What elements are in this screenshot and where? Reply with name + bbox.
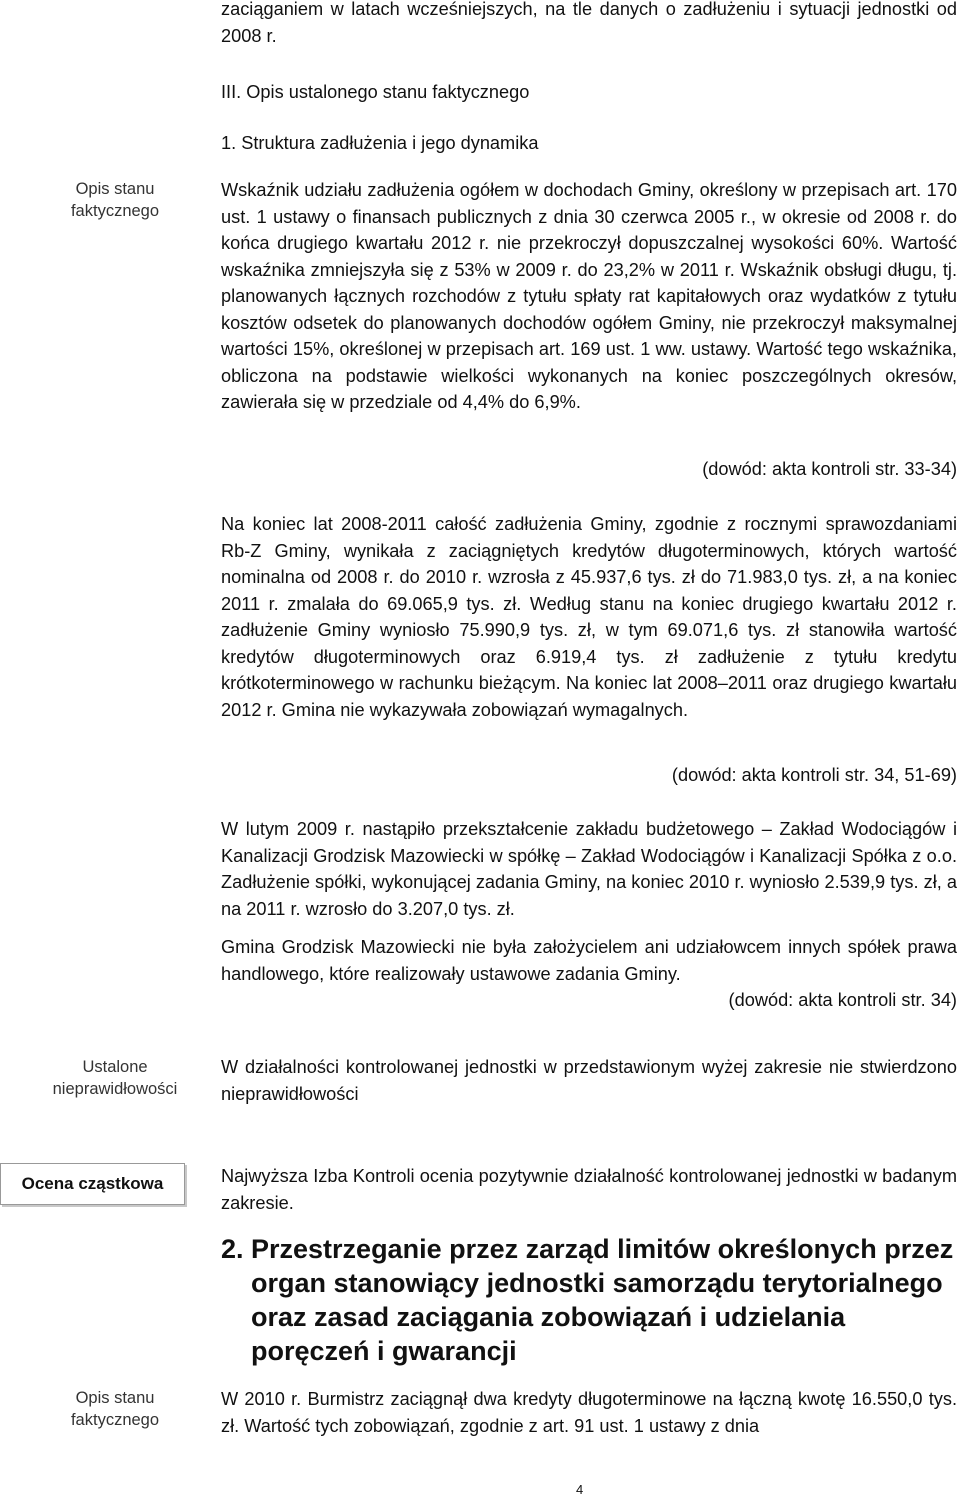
subsection-2-text: Przestrzeganie przez zarząd limitów określonych przez organ stanowiący jednostki samorządu terytorialnego oraz zasad zaciągania zobowiązań i udzielania poręczeń i gwarancji xyxy=(251,1234,954,1366)
subsection-2-title xyxy=(221,1232,957,1366)
margin-opis-stanu-2: Opis stanu faktycznego xyxy=(70,1389,160,1429)
paragraph-no-other-companies: Gmina Grodzisk Mazowiecki nie była założycielem ani udziałowcem innych spółek prawa handlowego, które realizowały ustawowe zadania Gminy. xyxy=(221,937,957,984)
evidence-ref-1: (dowód: akta kontroli str. 33-34) xyxy=(702,459,957,479)
ocena-czastkowa-box: Ocena cząstkowa xyxy=(0,1163,185,1205)
page-number: 4 xyxy=(576,1482,584,1497)
intro-paragraph: zaciąganiem w latach wcześniejszych, na tle danych o zadłużeniu i sytuacji jednostki od 2008 r. xyxy=(221,0,957,46)
subsection-1-title: 1. Struktura zadłużenia i jego dynamika xyxy=(221,133,539,153)
subsection-2-number: 2. xyxy=(221,1234,244,1264)
paragraph-assessment: Najwyższa Izba Kontroli ocenia pozytywnie działalność kontrolowanej jednostki w badanym zakresie. xyxy=(221,1166,957,1213)
paragraph-debt-structure: Na koniec lat 2008-2011 całość zadłużenia Gminy, zgodnie z rocznymi sprawozdaniami Rb-Z Gminy, wynikała z zaciągniętych kredytów długoterminowych, których wartość nominalna od 2008 r. do 2010 r. wzrosła z 45.937,6 tys. zł do 71.983,0 tys. zł, a na koniec 2011 r. zmalała do 69.065,9 tys. zł. Według stanu na koniec drugiego kwartału 2012 r. zadłużenie Gminy wyniosło 75.990,9 tys. zł, w tym 69.071,6 tys. zł stanowiła wartość kredytów długoterminowych oraz 6.919,4 tys. zł zadłużenie z tytułu kredytu krótkoterminowego w rachunku bieżącym. Na koniec lat 2008–2011 oraz drugiego kwartału 2012 r. Gmina nie wykazywała zobowiązań wymagalnych. xyxy=(221,514,957,720)
paragraph-no-irregularities: W działalności kontrolowanej jednostki w przedstawionym wyżej zakresie nie stwierdzono nieprawidłowości xyxy=(221,1057,957,1104)
evidence-ref-3: (dowód: akta kontroli str. 34) xyxy=(728,990,957,1010)
evidence-ref-2: (dowód: akta kontroli str. 34, 51-69) xyxy=(671,765,957,785)
section-title: III. Opis ustalonego stanu faktycznego xyxy=(221,82,530,102)
margin-ustalone-nieprawidlowosci: Ustalone nieprawidłowości xyxy=(52,1058,178,1098)
paragraph-company-transformation: W lutym 2009 r. nastąpiło przekształcenie zakładu budżetowego – Zakład Wodociągów i Kanalizacji Grodzisk Mazowiecki w spółkę – Zakład Wodociągów i Kanalizacji Spółka z o.o. Zadłużenie spółki, wykonującej zadania Gminy, na koniec 2010 r. wyniosło 2.539,9 tys. zł, a na 2011 r. wzrosło do 3.207,0 tys. zł. xyxy=(221,819,957,919)
margin-opis-stanu-1: Opis stanu faktycznego xyxy=(70,180,160,220)
paragraph-loans-2010: W 2010 r. Burmistrz zaciągnął dwa kredyty długoterminowe na łączną kwotę 16.550,0 tys. zł. Wartość tych zobowiązań, zgodnie z art. 91 ust. 1 ustawy z dnia xyxy=(221,1389,957,1436)
paragraph-debt-ratio: Wskaźnik udziału zadłużenia ogółem w dochodach Gminy, określony w przepisach art. 170 ust. 1 ustawy o finansach publicznych z dnia 30 czerwca 2005 r., w okresie od 2008 r. do końca drugiego kwartału 2012 r. nie przekroczył dopuszczalnej wysokości 60%. Wartość wskaźnika zmniejszyła się z 53% w 2009 r. do 23,2% w 2011 r. Wskaźnik obsługi długu, tj. planowanych łącznych rozchodów z tytułu spłaty rat kapitałowych oraz wydatków z tytułu kosztów odsetek do planowanych dochodów ogółem Gminy, nie przekroczył maksymalnej wartości 15%, określonej w przepisach art. 169 ust. 1 ww. ustawy. Wartość tego wskaźnika, obliczona na podstawie wielkości wykonanych na koniec poszczególnych okresów, zawierała się w przedziale od 4,4% do 6,9%. xyxy=(221,180,957,412)
